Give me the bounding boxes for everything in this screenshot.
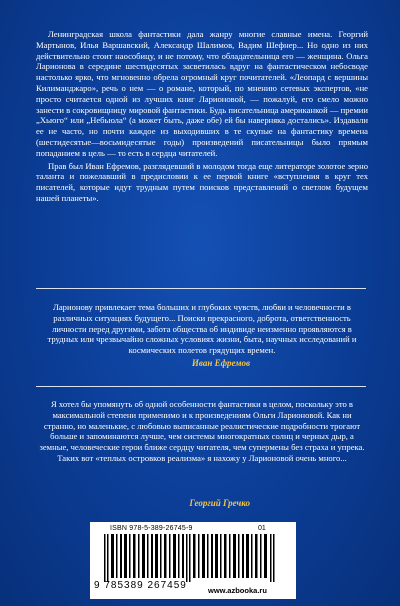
divider-bottom (36, 386, 366, 387)
intro-paragraph-2: Прав был Иван Ефремов, разглядевший в молодом тогда еще литераторе золотое зерно таланта и пожелавший в предисловии к ее первой книге «вступления в круг тех писателей, которые идут трудным путем поисков представлений о светлом будущем нашей планеты». (36, 160, 368, 203)
quote-grechko (36, 399, 368, 464)
quote-efremov-text: Ларионову привлекает тема больших и глубоких чувств, любви и человечности в различных ситуациях будущего... Поиски прекрасного, доброта, ответственность личности перед другими, забота общества об индивиде неизменно проявляются в трудных или чрезвычайно сложных условиях жизни, быта, научных исследований и космических полетов грядущих времен. (47, 302, 357, 356)
quote-grechko-text: Я хотел бы упомянуть об одной особенности фантастики в целом, поскольку это в максимальной степени применимо и к произведениям Ольги Ларионовой. Как ни странно, но маленькие, с любовью выписанные реалистические подробности трогают больше и запоминаются лучше, чем системы многократных солнц и черных дыр, а земные, человеческие герои ближе сердцу читателя, чем супермены без страха и упрека. Таких вот «теплых островков реализма» я нахожу у Ларионовой очень много... (39, 399, 365, 463)
barcode-icon (102, 534, 278, 582)
quote-efremov-author: Иван Ефремов (191, 358, 250, 368)
barcode-panel (90, 522, 296, 599)
publisher-url: www.azbooka.ru (208, 586, 267, 595)
isbn-suffix: 01 (258, 525, 266, 532)
isbn-text: ISBN 978-5-389-26745-9 (110, 525, 193, 532)
divider-top (36, 288, 366, 289)
barcode-digits: 9 785389 267459 (94, 580, 187, 591)
quote-efremov (36, 302, 368, 356)
quote-grechko-author: Георгий Гречко (189, 498, 250, 508)
intro-text-block (36, 29, 368, 204)
intro-paragraph-1: Ленинградская школа фантастики дала жанру многие славные имена. Георгий Мартынов, Илья Варшавский, Александр Шалимов, Вадим Шефнер... Но одно из них действительно стоит наособицу, и не потому, что обладательница его — женщина. Ольга Ларионова в середине шестидесятых засветилась вдруг на фантастическом небосводе настолько ярко, что мгновенно обрела огромный круг почитателей. «Леопард с вершины Килиманджаро», речь о нем — о романе, который, по мнению сетевых экспертов, «не просто считается одной из лучших книг Ларионовой, — пожалуй, его смело можно занести в сокровищницу мировой фантастики. Будь писательница американкой — премии „Хьюго“ или „Небьюла“ (а может быть, даже обе) ей бы наверняка достались». Издавали ее не часто, но почти каждое из выходивших в те скупые на фантастику времена (шестидесятые—восьмидесятые годы) произведений писательницы было прямым попаданием в цель — то есть в сердца читателей. (36, 29, 368, 158)
